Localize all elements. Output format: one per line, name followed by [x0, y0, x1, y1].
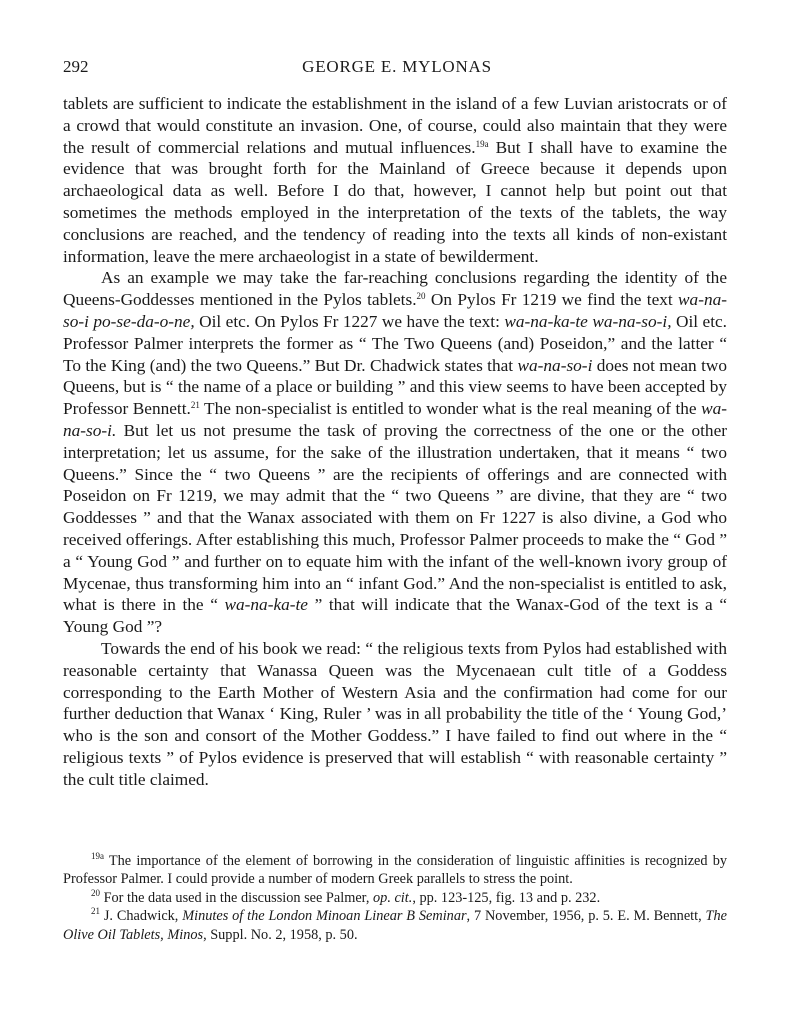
paragraph-1-text-a: tablets are sufficient to indicate the establishment in the island of a few Luvian aristocrats or of a crowd that would constitute an invasion. One, of course, could also maintain that they were the result of commercial relations and mutual influences. [63, 94, 727, 157]
running-head: GEORGE E. MYLONAS [302, 57, 492, 76]
footnote-ref-19a: 19a [475, 138, 489, 149]
footnote-text: For the data used in the discussion see Palmer, [100, 889, 374, 906]
linear-b-term: wa-na-ka-te [224, 595, 308, 615]
footnote-text: , Suppl. No. 2, 1958, p. 50. [203, 926, 358, 943]
paragraph-2-text-g: But let us not presume the task of proving the correctness of the one or the other interpretation; let us assume, for the sake of the illustration undertaken, that it means “ two Queens.” Since the “ two Queens ” are the recipients of offerings and are connected with Poseidon on Fr 1219, we may admit that the “ two Queens ” are divine, that they are “ two Goddesses ” and that the Wanax associated with them on Fr 1227 is also divine, a God who received offerings. After establishing this much, Professor Palmer proceeds to make the “ God ” a “ Young God ” and further on to equate him with the infant of the well-known ivory group of Mycenae, thus transforming him into an “ infant God.” And the non-specialist is entitled to ask, what is there in the “ [63, 420, 727, 615]
footnote-text: , pp. 123-125, fig. 13 and p. 232. [412, 889, 601, 906]
citation-italic: Minutes of the London Minoan Linear B Seminar [182, 908, 467, 925]
footnote-number: 21 [91, 906, 100, 917]
footnote-text: , 7 November, 1956, p. 5. E. M. Bennett, [466, 908, 706, 925]
page-number: 292 [63, 57, 89, 76]
paragraph-2-text-f: The non-specialist is entitled to wonder what is the real meaning of the [199, 399, 702, 419]
paragraph-2-text-b: On Pylos Fr 1219 we find the text [425, 290, 679, 310]
citation-italic: op. cit. [373, 889, 413, 906]
footnote-text: J. Chadwick, [100, 908, 183, 925]
linear-b-term: wa-na-so-i. [63, 399, 727, 440]
footnote-number: 19a [91, 851, 104, 861]
footnote-19a [63, 852, 727, 889]
paragraph-2-text-e: does not mean two Queens, but is “ the name of a place or building ” and this view seems to have been accepted by Professor Bennett. [63, 355, 727, 419]
footnote-number: 20 [91, 887, 100, 898]
footnote-ref-21: 21 [190, 400, 200, 411]
citation-italic: The Olive Oil Tablets, Minos [63, 908, 727, 943]
footnote-text: The importance of the element of borrowing in the consideration of linguistic affinities is recognized by Professor Palmer. I could provide a number of modern Greek parallels to stress the point. [63, 853, 727, 888]
paragraph-2-text-a: As an example we may take the far-reaching conclusions regarding the identity of the Queens-Goddesses mentioned in the Pylos tablets. [63, 268, 727, 310]
linear-b-term: wa-na-so-i [517, 355, 593, 375]
paragraph-2-text-h: ” that will indicate that the Wanax-God of the text is a “ Young God ”? [63, 595, 727, 637]
paragraph-1-text-b: But I shall have to examine the evidence that was brought forth for the Mainland of Greece because it depends upon archaeological data as well. Before I do that, however, I cannot help but point out that sometimes the methods employed in the interpretation of the texts of the tablets, the way conclusions are reached, and the tendency of reading into the texts all kinds of non-existant information, leave the mere archaeologist in a state of bewilderment. [63, 137, 727, 266]
paragraph-2 [63, 267, 727, 638]
linear-b-term: wa-na-ka-te wa-na-so-i, [504, 311, 672, 331]
paragraph-1 [63, 93, 727, 267]
main-text [63, 93, 727, 791]
paragraph-2-text-c: Oil etc. On Pylos Fr 1227 we have the text: [194, 311, 505, 331]
footnote-ref-20: 20 [416, 291, 426, 302]
footnote-20 [63, 889, 727, 907]
paragraph-3: Towards the end of his book we read: “ the religious texts from Pylos had established with reasonable certainty that Wanassa Queen was the Mycenaean cult title of a Goddess corresponding to the Earth Mother of Western Asia and the confirmation had come for our further deduction that Wanax ‘ King, Ruler ’ was in all probability the title of the ‘ Young God,’ who is the son and consort of the Mother Goddess.” I have failed to find out where in the “ religious texts ” of Pylos evidence is preserved that will establish “ with reasonable certainty ” the cult title claimed. [63, 638, 727, 789]
paragraph-2-text-d: Oil etc. Professor Palmer interprets the former as “ The Two Queens (and) Poseidon,” and the latter “ To the King (and) the two Queens.” But Dr. Chadwick states that [63, 311, 728, 375]
footnotes [63, 852, 727, 944]
linear-b-term: wa-na-so-i po-se-da-o-ne, [63, 290, 727, 331]
page-header [63, 57, 731, 81]
footnote-21 [63, 907, 727, 944]
